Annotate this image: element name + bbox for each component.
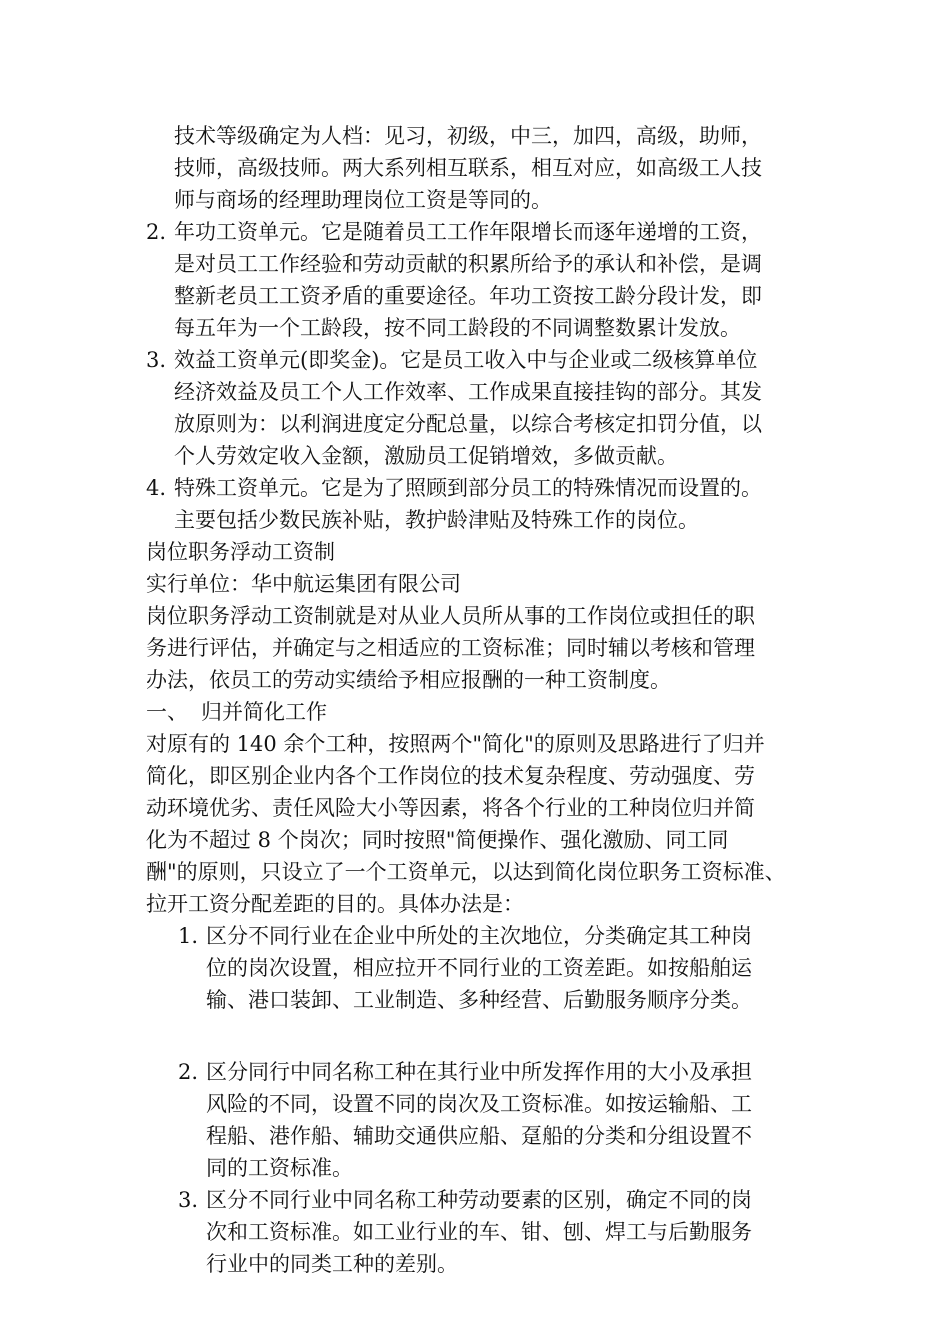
body-line: 化为不超过 8 个岗次；同时按照"简便操作、强化激励、同工同 [146,828,729,852]
intro-line: 办法，依员工的劳动实绩给予相应报酬的一种工资制度。 [146,668,671,692]
list1-item-line: 是对员工工作经验和劳动贡献的积累所给予的承认和补偿，是调 [174,252,762,276]
list1-item-line: 每五年为一个工龄段，按不同工龄段的不同调整数累计发放。 [174,316,741,340]
list1-continuation-line: 技师，高级技师。两大系列相互联系，相互对应，如高级工人技 [174,156,762,180]
list2-item-line: 同的工资标准。 [206,1156,353,1180]
list2-item-number: 1. [178,924,199,948]
list1-continuation-line: 师与商场的经理助理岗位工资是等同的。 [174,188,552,212]
list2-item-number: 3. [178,1188,199,1212]
intro-line: 务进行评估，并确定与之相适应的工资标准；同时辅以考核和管理 [146,636,755,660]
body-line: 酬"的原则，只设立了一个工资单元，以达到简化岗位职务工资标准、 [146,860,786,884]
list1-item-line: 放原则为：以利润进度定分配总量，以综合考核定扣罚分值，以 [174,412,762,436]
section1-heading: 归并简化工作 [201,700,327,724]
list1-item-line: 经济效益及员工个人工作效率、工作成果直接挂钩的部分。其发 [174,380,762,404]
intro-line: 岗位职务浮动工资制就是对从业人员所从事的工作岗位或担任的职 [146,604,755,628]
list1-item-line: 整新老员工工资矛盾的重要途径。年功工资按工龄分段计发，即 [174,284,762,308]
list2-item-line: 风险的不同，设置不同的岗次及工资标准。如按运输船、工 [206,1092,752,1116]
list1-item-number: 2. [146,220,167,244]
list2-item-number: 2. [178,1060,199,1084]
list2-item-line: 次和工资标准。如工业行业的车、钳、刨、焊工与后勤服务 [206,1220,752,1244]
list2-item-line: 输、港口装卸、工业制造、多种经营、后勤服务顺序分类。 [206,988,752,1012]
list2-item-line: 位的岗次设置，相应拉开不同行业的工资差距。如按船舶运 [206,956,752,980]
list1-item-line: 特殊工资单元。它是为了照顾到部分员工的特殊情况而设置的。 [174,476,762,500]
implementing-unit: 实行单位：华中航运集团有限公司 [146,572,461,596]
list1-item-number: 4. [146,476,167,500]
list1-item-line: 主要包括少数民族补贴，教护龄津贴及特殊工作的岗位。 [174,508,699,532]
body-line: 对原有的 140 余个工种，按照两个"简化"的原则及思路进行了归并 [146,732,765,756]
body-line: 简化，即区别企业内各个工作岗位的技术复杂程度、劳动强度、劳 [146,764,755,788]
list1-item-line: 个人劳效定收入金额，激励员工促销增效，多做贡献。 [174,444,678,468]
list2-item-line: 程船、港作船、辅助交通供应船、趸船的分类和分组设置不 [206,1124,752,1148]
section-title: 岗位职务浮动工资制 [146,540,335,564]
body-line: 拉开工资分配差距的目的。具体办法是： [146,892,524,916]
list1-item-line: 效益工资单元(即奖金)。它是员工收入中与企业或二级核算单位 [174,348,758,372]
list2-item-line: 区分不同行业在企业中所处的主次地位，分类确定其工种岗 [206,924,752,948]
section1-number: 一、 [146,700,188,724]
list2-item-line: 行业中的同类工种的差别。 [206,1252,458,1276]
list2-item-line: 区分不同行业中同名称工种劳动要素的区别，确定不同的岗 [206,1188,752,1212]
list1-item-line: 年功工资单元。它是随着员工工作年限增长而逐年递增的工资， [174,220,762,244]
list2-item-line: 区分同行中同名称工种在其行业中所发挥作用的大小及承担 [206,1060,752,1084]
list1-item-number: 3. [146,348,167,372]
list1-continuation-line: 技术等级确定为人档：见习，初级，中三，加四，高级，助师， [174,124,762,148]
body-line: 动环境优劣、责任风险大小等因素，将各个行业的工种岗位归并简 [146,796,755,820]
